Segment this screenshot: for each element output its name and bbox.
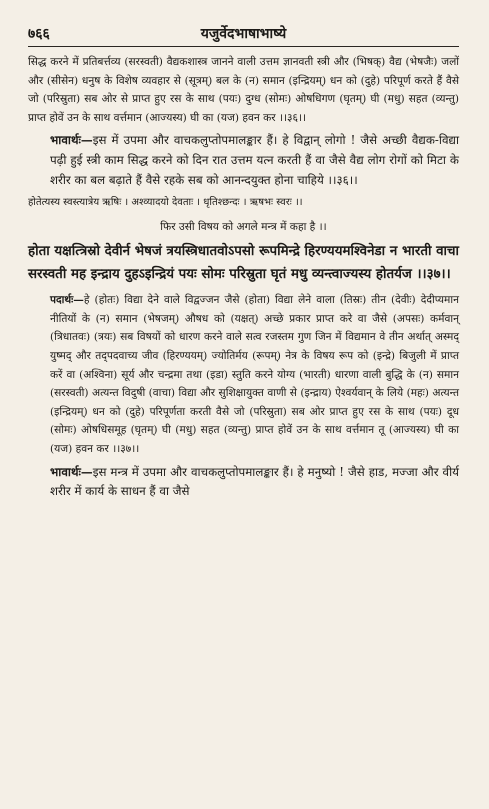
running-title: यजुर्वेदभाषाभाष्ये	[200, 26, 287, 42]
bhavartha-37	[28, 463, 459, 502]
bhavartha-text: इस में उपमा और वाचकलुप्तोपमालङ्कार हैं। हे विद्वान् लोगो ! जैसे अच्छी वैद्यक-विद्या पढ़ी हुई स्त्री काम सिद्ध करने को दिन रात उत्तम यत्न करती हैं वा जैसे वैद्य लोग रोगों को मिटा के शरीर का बल बढ़ाते हैं वैसे रहके सब को आनन्दयुक्त होना चाहिये ।।३६।।	[50, 133, 459, 187]
bhavartha-text: इस मन्त्र में उपमा और वाचकलुप्तोपमालङ्कार हैं। हे मनुष्यो ! जैसे हाड, मज्जा और वीर्य शरीर में कार्य के साधन हैं वा जैसे	[50, 464, 459, 499]
bhavartha-36	[28, 131, 459, 190]
padartha-text: हे (होतः) विद्या देने वाले विद्वज्जन जैसे (होता) विद्या लेने वाला (तिस्रः) तीन (देवीः) देदीप्यमान नीतियों के (न) समान (भेषजम्) औषध को (यक्षत्) अच्छे प्रकार प्राप्त करे वा जैसे (अपसः) कर्मवान् (त्रिधातवः) (त्रयः) सब विषयों को धारण करने वाले सत्व रजस्तम गुण जिन में विद्यमान वे तीन अर्थात् अस्मद् युष्मद् और तद्पदवाच्य जीव (हिरण्ययम्) ज्योतिर्मय (रूपम्) नेत्र के विषय रूप को (इन्द्रे) बिजुली में प्राप्त करें वा (अश्विना) सूर्य और चन्द्रमा तथा (इडा) स्तुति करने योग्य (भारती) धारणा वाली बुद्धि के (न) समान (सरस्वती) अत्यन्त विदुषी (वाचा) विद्या और सुशिक्षायुक्त वाणी से (इन्द्राय) ऐश्वर्यवान् के लिये (महः) अत्यन्त (इन्द्रियम्) धन को (दुहे) परिपूर्णता करती वैसे जो (परिस्रुता) सब ओर प्राप्त हुए रस के साथ (पयः) दूध (सोमः) ओषधिसमूह (घृतम्) घी (मधु) सहत (व्यन्तु) प्राप्त होवें उन के साथ वर्त्तमान तू (आज्यस्य) घी का (यज) हवन कर ।।३७।।	[50, 294, 459, 455]
section-subheading: फिर उसी विषय को अगले मन्त्र में कहा है ।।	[160, 221, 327, 234]
page-header	[28, 22, 459, 47]
page-number: ७६६	[28, 26, 50, 42]
padartha-37	[28, 291, 459, 458]
bhavartha-label: भावार्थः—	[50, 464, 93, 479]
mantra-metadata: होतेत्यस्य स्वस्त्यात्रेय ऋषिः । अश्व्यादयो देवताः । धृतिश्छन्दः । ऋषभः स्वरः ।।	[28, 197, 303, 209]
bhavartha-label: भावार्थः—	[50, 133, 93, 148]
mantra-text: होता यक्षत्त्रिस्रो देवीर्न भेषजं त्रयस्त्रिधातवोऽपसो रूपमिन्द्रे हिरण्ययमश्विनेडा न भारती वाचा सरस्वती मह इन्द्राय दुहऽइन्द्रियं पयः सोमः परिस्रुता घृतं मधु व्यन्त्वाज्यस्य होतर्यज ।।३७।।	[28, 243, 459, 282]
padartha-label: पदार्थः—	[50, 294, 84, 307]
previous-padartha-continuation: सिद्ध करने में प्रतिबर्त्तव्य (सरस्वती) वैद्यकशास्त्र जानने वाली उत्तम ज्ञानवती स्त्री और (भिषक्) वैद्य (भेषजैः) जलों और (सीसेन) धनुष के विशेष व्यवहार से (सूत्रम्) बल के (न) समान (इन्द्रियम्) धन को (दुहे) परिपूर्ण करते हैं वैसे जो (परिस्रुता) सब ओर से प्राप्त हुए रस के साथ (पयः) दुग्ध (सोमः) ओषधिगण (घृतम्) घी (मधु) सहत (व्यन्तु) प्राप्त होवें उन के साथ वर्त्तमान (आज्यस्य) घी का (यज) हवन कर ।।३६।।	[28, 56, 459, 124]
